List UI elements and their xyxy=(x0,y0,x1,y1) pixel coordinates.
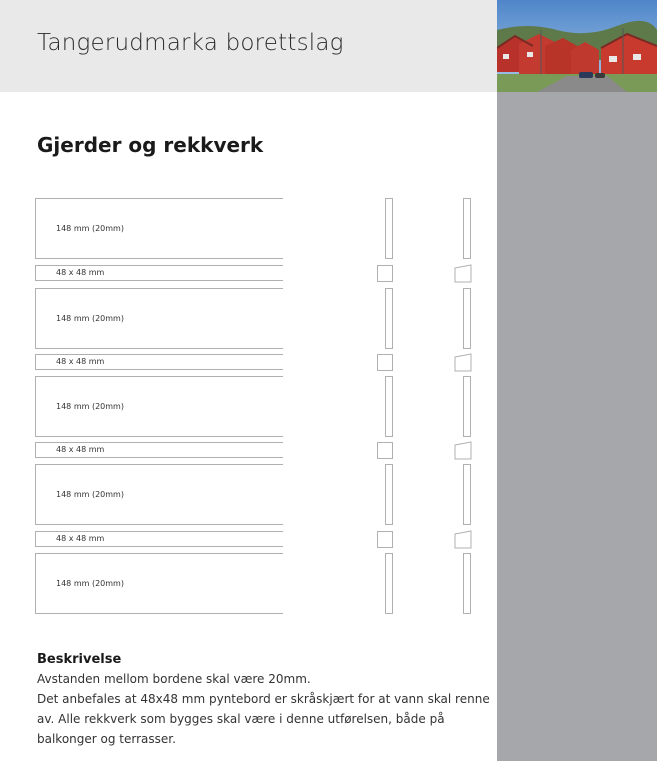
board-label: 48 x 48 mm xyxy=(56,445,105,454)
board-label: 148 mm (20mm) xyxy=(56,490,124,499)
board-label: 148 mm (20mm) xyxy=(56,314,124,323)
board-post xyxy=(35,265,283,281)
side-view-board xyxy=(463,198,471,259)
description-title: Beskrivelse xyxy=(37,652,122,667)
description-line: av. Alle rekkverk som bygges skal være i denne utførelsen, både på xyxy=(37,712,445,726)
side-view-board xyxy=(463,376,471,437)
org-title: Tangerudmarka borettslag xyxy=(37,30,344,56)
board-label: 148 mm (20mm) xyxy=(56,224,124,233)
side-view-post xyxy=(377,265,393,282)
housing-photo xyxy=(497,0,657,92)
description-line: Det anbefales at 48x48 mm pyntebord er skråskjært for at vann skal renne xyxy=(37,692,490,706)
page-title: Gjerder og rekkverk xyxy=(37,133,264,157)
board-wide xyxy=(35,553,283,614)
side-view-post xyxy=(377,442,393,459)
board-label: 48 x 48 mm xyxy=(56,534,105,543)
board-wide xyxy=(35,198,283,259)
side-view-board xyxy=(385,553,393,614)
side-view-board xyxy=(385,288,393,349)
description-line: balkonger og terrasser. xyxy=(37,732,176,746)
board-label: 48 x 48 mm xyxy=(56,357,105,366)
side-view-board xyxy=(463,464,471,525)
side-band xyxy=(497,92,657,761)
board-wide xyxy=(35,464,283,525)
beveled-post xyxy=(454,530,473,550)
board-post xyxy=(35,531,283,547)
side-view-post xyxy=(377,531,393,548)
side-view-board xyxy=(385,376,393,437)
side-view-post xyxy=(377,354,393,371)
beveled-post xyxy=(454,353,473,373)
board-label: 48 x 48 mm xyxy=(56,268,105,277)
beveled-post xyxy=(454,264,473,284)
board-post xyxy=(35,354,283,370)
board-wide xyxy=(35,376,283,437)
beveled-post xyxy=(454,441,473,461)
side-view-board xyxy=(463,553,471,614)
board-post xyxy=(35,442,283,458)
board-wide xyxy=(35,288,283,349)
board-label: 148 mm (20mm) xyxy=(56,402,124,411)
side-view-board xyxy=(385,464,393,525)
side-view-board xyxy=(463,288,471,349)
side-view-board xyxy=(385,198,393,259)
board-label: 148 mm (20mm) xyxy=(56,579,124,588)
description-line: Avstanden mellom bordene skal være 20mm. xyxy=(37,672,311,686)
